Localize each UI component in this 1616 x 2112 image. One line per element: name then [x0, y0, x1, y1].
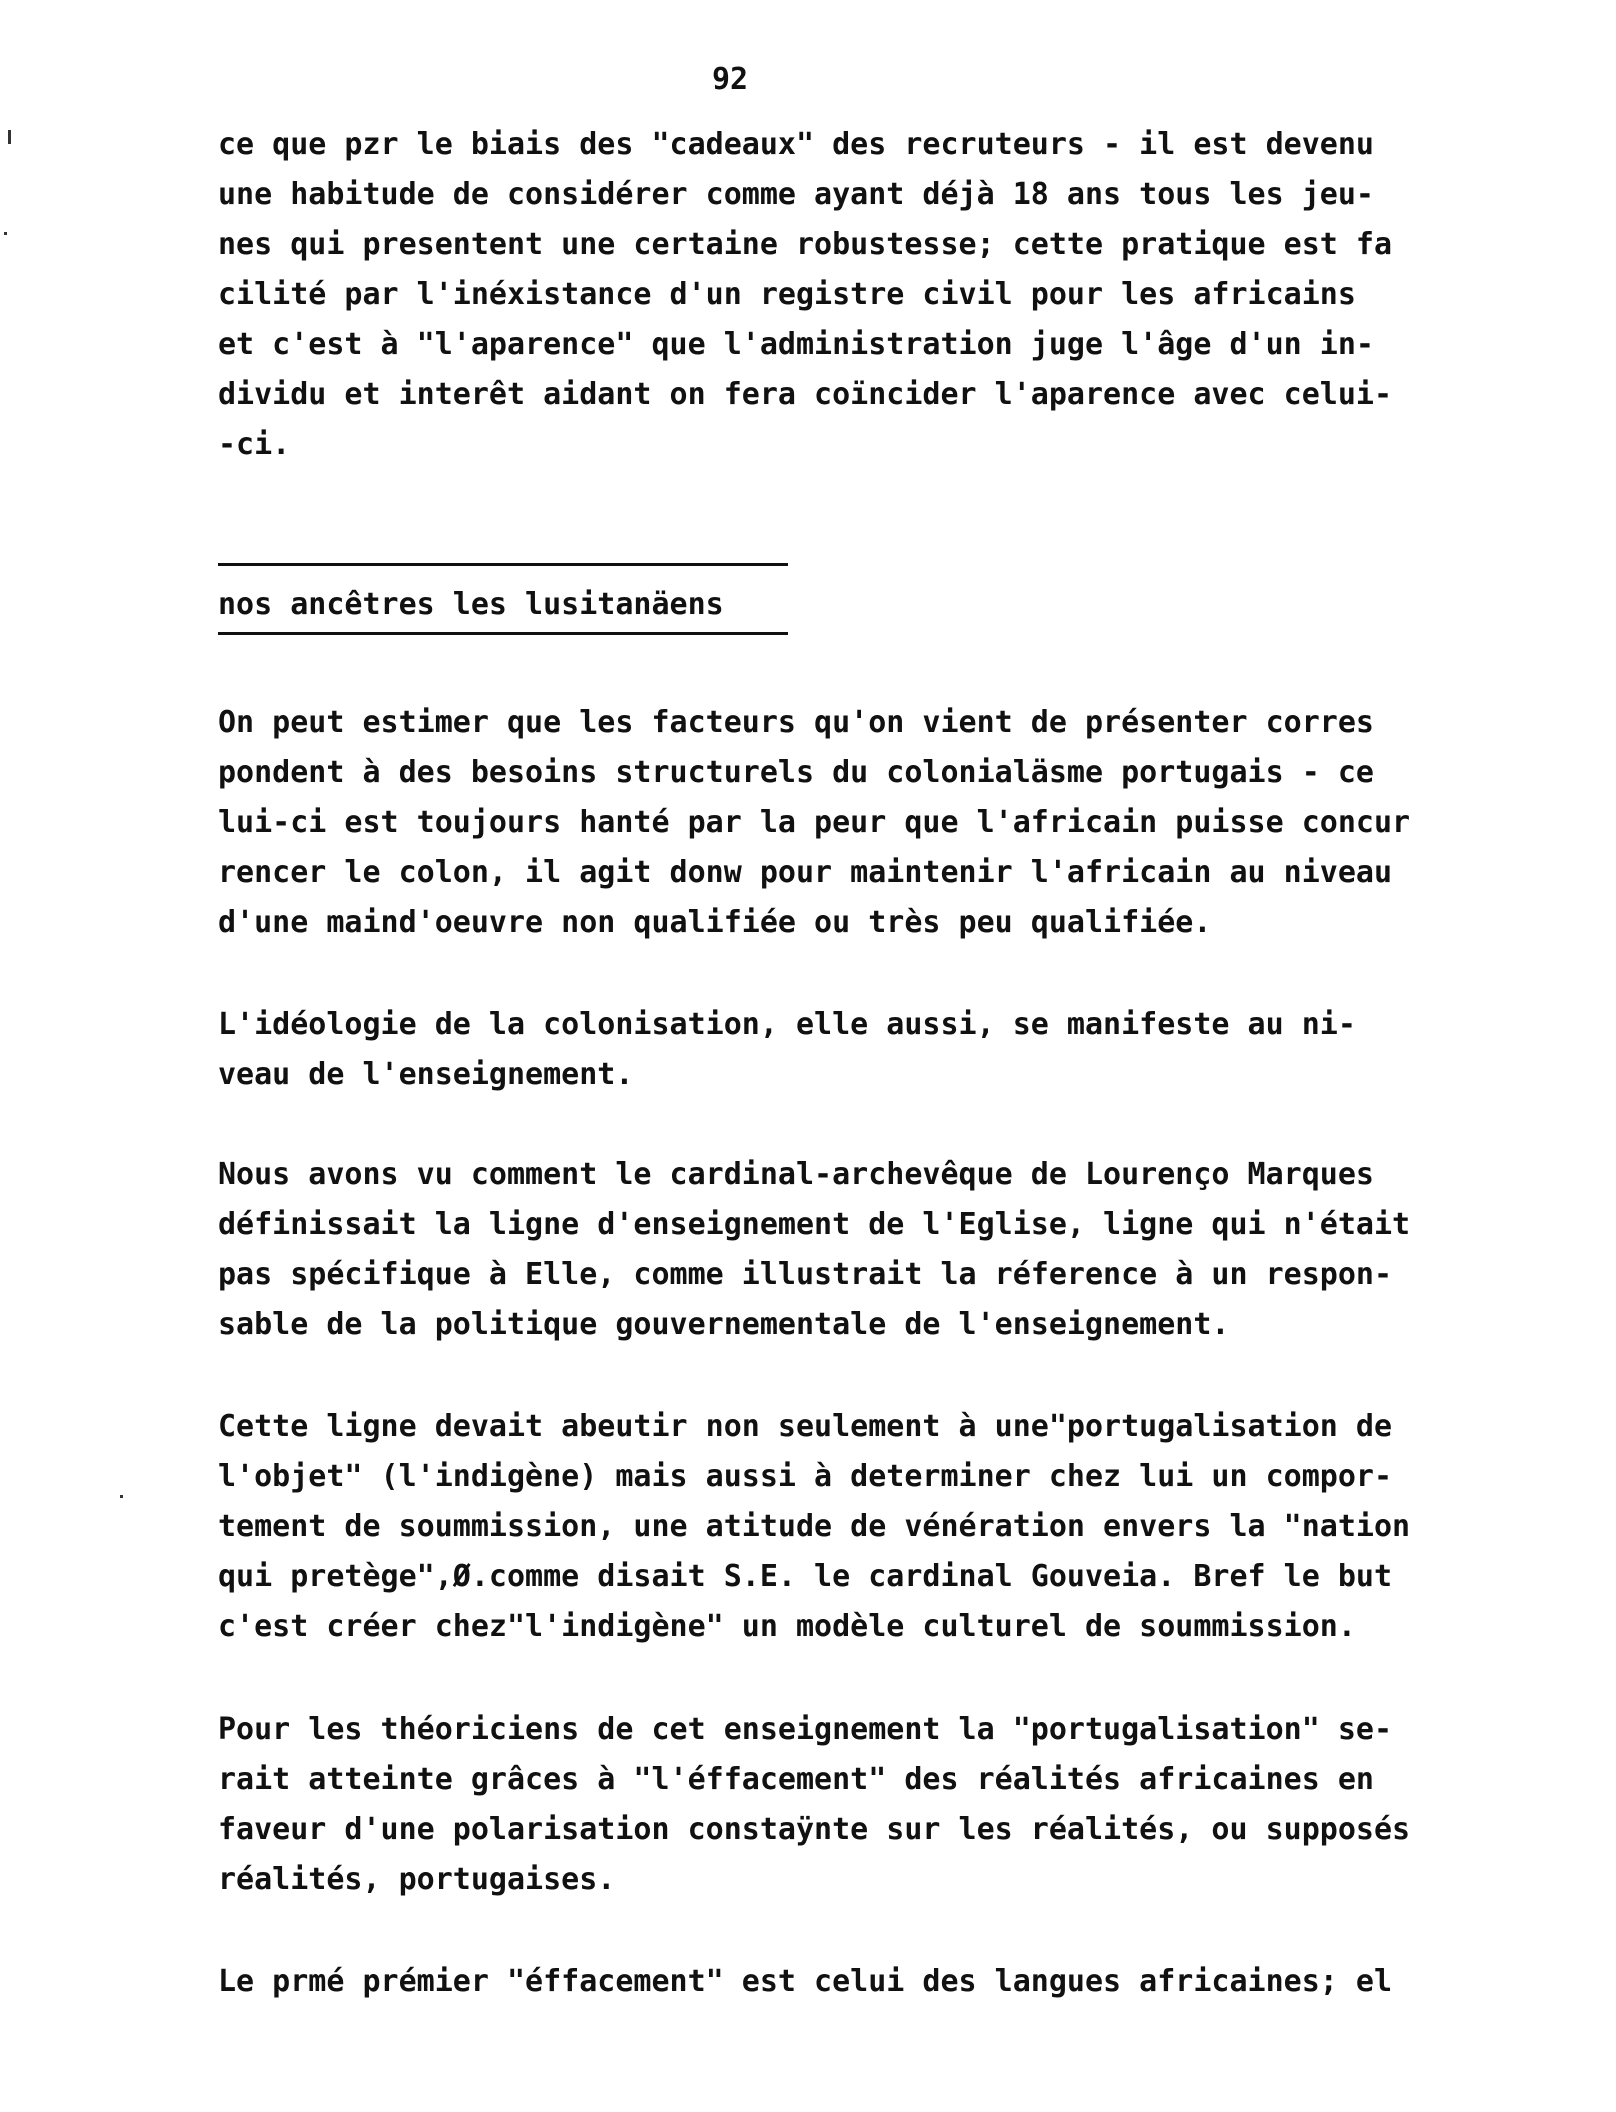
text-line: c'est créer chez"l'indigène" un modèle culturel de soummission.: [218, 1609, 1356, 1644]
scan-mark: [120, 1495, 123, 1498]
section-heading: [218, 563, 788, 635]
text-line: ce que pzr le biais des "cadeaux" des recruteurs - il est devenu: [218, 127, 1374, 162]
paragraph-continuation: [218, 120, 1558, 470]
text-line: -ci.: [218, 427, 291, 462]
text-line: pas spécifique à Elle, comme illustrait la réference à un respon-: [218, 1257, 1392, 1292]
text-line: dividu et interêt aidant on fera coïncider l'aparence avec celui-: [218, 377, 1392, 412]
text-line: L'idéologie de la colonisation, elle aussi, se manifeste au ni-: [218, 1007, 1356, 1042]
text-line: l'objet" (l'indigène) mais aussi à determiner chez lui un compor-: [218, 1459, 1392, 1494]
paragraph: [218, 1402, 1558, 1652]
text-line: d'une maind'oeuvre non qualifiée ou très peu qualifiée.: [218, 905, 1212, 940]
text-line: faveur d'une polarisation constaÿnte sur les réalités, ou supposés: [218, 1812, 1411, 1847]
text-line: Le prmé prémier "éffacement" est celui des langues africaines; el: [218, 1964, 1392, 1999]
text-line: définissait la ligne d'enseignement de l'Eglise, ligne qui n'était: [218, 1207, 1411, 1242]
text-line: une habitude de considérer comme ayant déjà 18 ans tous les jeu-: [218, 177, 1374, 212]
paragraph: [218, 1957, 1558, 2007]
text-line: lui-ci est toujours hanté par la peur que l'africain puisse concur: [218, 805, 1411, 840]
scan-mark: [8, 130, 11, 144]
text-line: réalités, portugaises.: [218, 1862, 616, 1897]
text-line: cilité par l'inéxistance d'un registre civil pour les africains: [218, 277, 1356, 312]
text-line: rait atteinte grâces à "l'éffacement" des réalités africaines en: [218, 1762, 1374, 1797]
paragraph: [218, 1705, 1558, 1905]
text-line: pondent à des besoins structurels du colonialäsme portugais - ce: [218, 755, 1374, 790]
paragraph: [218, 1000, 1558, 1100]
text-line: et c'est à "l'aparence" que l'administration juge l'âge d'un in-: [218, 327, 1374, 362]
text-line: veau de l'enseignement.: [218, 1057, 634, 1092]
paragraph: [218, 1150, 1558, 1350]
text-line: Cette ligne devait abeutir non seulement à une"portugalisation de: [218, 1409, 1392, 1444]
text-line: sable de la politique gouvernementale de l'enseignement.: [218, 1307, 1230, 1342]
heading-rule-bottom: [218, 632, 788, 635]
scan-mark: [4, 232, 7, 235]
text-line: Nous avons vu comment le cardinal-archevêque de Lourenço Marques: [218, 1157, 1374, 1192]
paragraph: [218, 698, 1558, 948]
text-line: qui pretège",Ø.comme disait S.E. le cardinal Gouveia. Bref le but: [218, 1559, 1392, 1594]
text-line: nes qui presentent une certaine robustesse; cette pratique est fa: [218, 227, 1392, 262]
text-line: On peut estimer que les facteurs qu'on vient de présenter corres: [218, 705, 1374, 740]
text-line: tement de soummission, une atitude de vénération envers la "nation: [218, 1509, 1411, 1544]
text-line: rencer le colon, il agit donw pour maintenir l'africain au niveau: [218, 855, 1392, 890]
heading-text: nos ancêtres les lusitanäens: [218, 587, 724, 622]
text-line: Pour les théoriciens de cet enseignement la "portugalisation" se-: [218, 1712, 1392, 1747]
page-number: 92: [711, 62, 749, 97]
